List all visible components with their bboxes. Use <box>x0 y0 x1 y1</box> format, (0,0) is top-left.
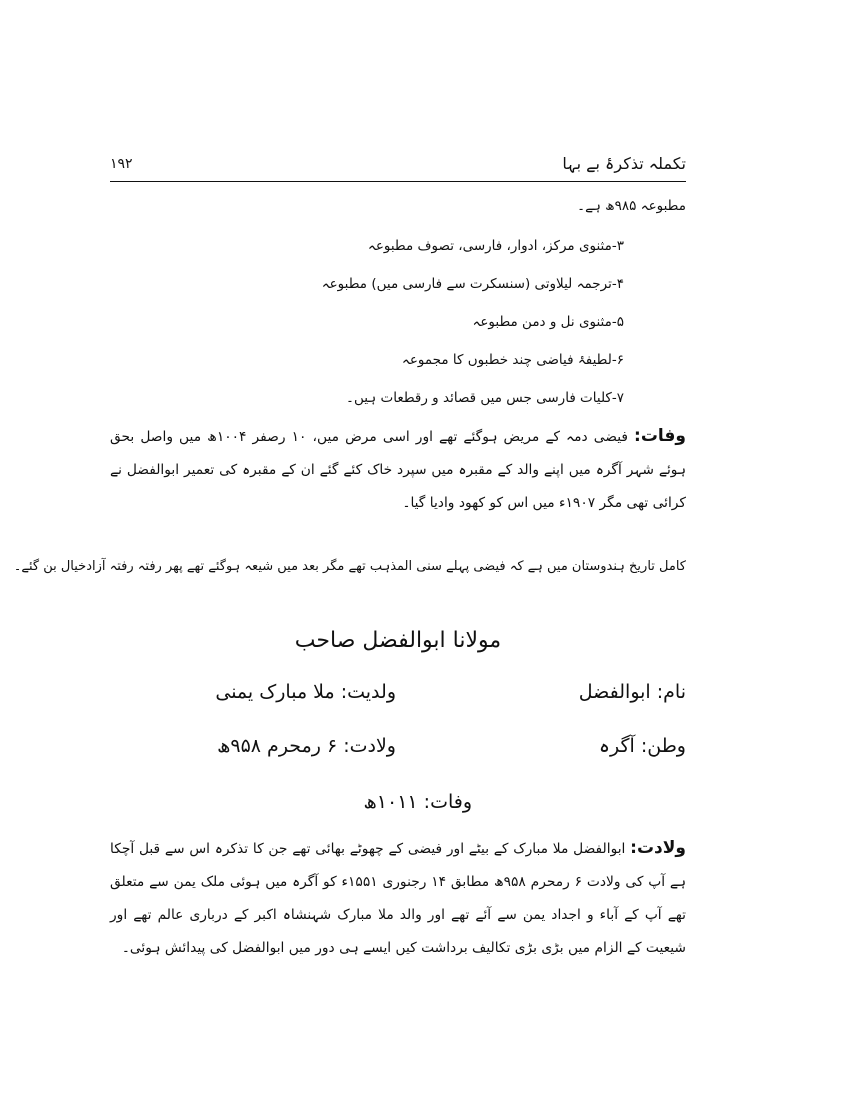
text-line: مطبوعہ ۹۸۵ھ ہے۔ <box>577 198 686 214</box>
birth-text: ابوالفضل ملا مبارک کے بیٹے اور فیضی کے چھوٹے بھائی تھے جن کا تذکرہ اس سے قبل آچکا ہے آپ کی ولادت ۶ رمحرم ۹۵۸ھ مطابق ۱۴ رجنوری ۱۵۵۱ء کو آگرہ میں ہوئی ملک یمن سے متعلق تھے آپ کے آباء و اجداد یمن سے آئے تھے اور والد ملا مبارک شہنشاہ اکبر کے درباری عالم تھے اور شیعیت کے الزام میں بڑی بڑی تکالیف برداشت کیں ایسے ہی دور میں ابوالفضل کی پیدائش ہوئی۔ <box>110 841 687 956</box>
section-heading: مولانا ابوالفضل صاحب <box>294 628 502 653</box>
header-rule <box>110 181 686 182</box>
death-paragraph <box>110 420 686 520</box>
list-item-6: ۶-لطیفۂ فیاضی چند خطبوں کا مجموعہ <box>401 352 624 368</box>
list-item-4: ۴-ترجمہ لیلاوتی (سنسکرت سے فارسی میں) مطبوعہ <box>321 276 624 292</box>
page-number: ۱۹۲ <box>110 156 133 172</box>
homeland-field: وطن: آگرہ <box>598 735 686 757</box>
parentage-field: ولدیت: ملا مبارک یمنی <box>215 681 396 703</box>
name-field: نام: ابوالفضل <box>578 681 686 703</box>
birth-label: ولادت: <box>630 838 686 858</box>
history-note: کامل تاریخ ہندوستان میں ہے کہ فیضی پہلے سنی المذہب تھے مگر بعد میں شیعہ ہوگئے تھے پھر رفتہ رفتہ آزادخیال بن گئے۔ <box>13 559 686 574</box>
page-header <box>110 150 686 180</box>
running-title: تکملہ تذکرۂ بے بہا <box>562 154 686 173</box>
birth-date-field: ولادت: ۶ رمحرم ۹۵۸ھ <box>217 735 396 757</box>
list-item-7: ۷-کلیات فارسی جس میں قصائد و رقطعات ہیں۔ <box>346 390 624 406</box>
death-text: فیضی دمہ کے مریض ہوگئے تھے اور اسی مرض میں، ۱۰ رصفر ۱۰۰۴ھ میں واصل بحق ہوئے شہر آگرہ میں اپنے والد کے مقبرہ میں سپرد خاک کئے گئے ان کے مقبرہ کی تعمیر ابوالفضل نے کرائی تھی مگر ۱۹۰۷ء میں اس کو کھود وادیا گیا۔ <box>110 429 686 511</box>
list-item-3: ۳-مثنوی مرکز، ادوار، فارسی، تصوف مطبوعہ <box>367 238 624 254</box>
list-item-5: ۵-مثنوی نل و دمن مطبوعہ <box>472 314 624 330</box>
death-date-field: وفات: ۱۰۱۱ھ <box>363 791 472 813</box>
death-label: وفات: <box>634 426 686 446</box>
birth-paragraph <box>110 832 686 965</box>
